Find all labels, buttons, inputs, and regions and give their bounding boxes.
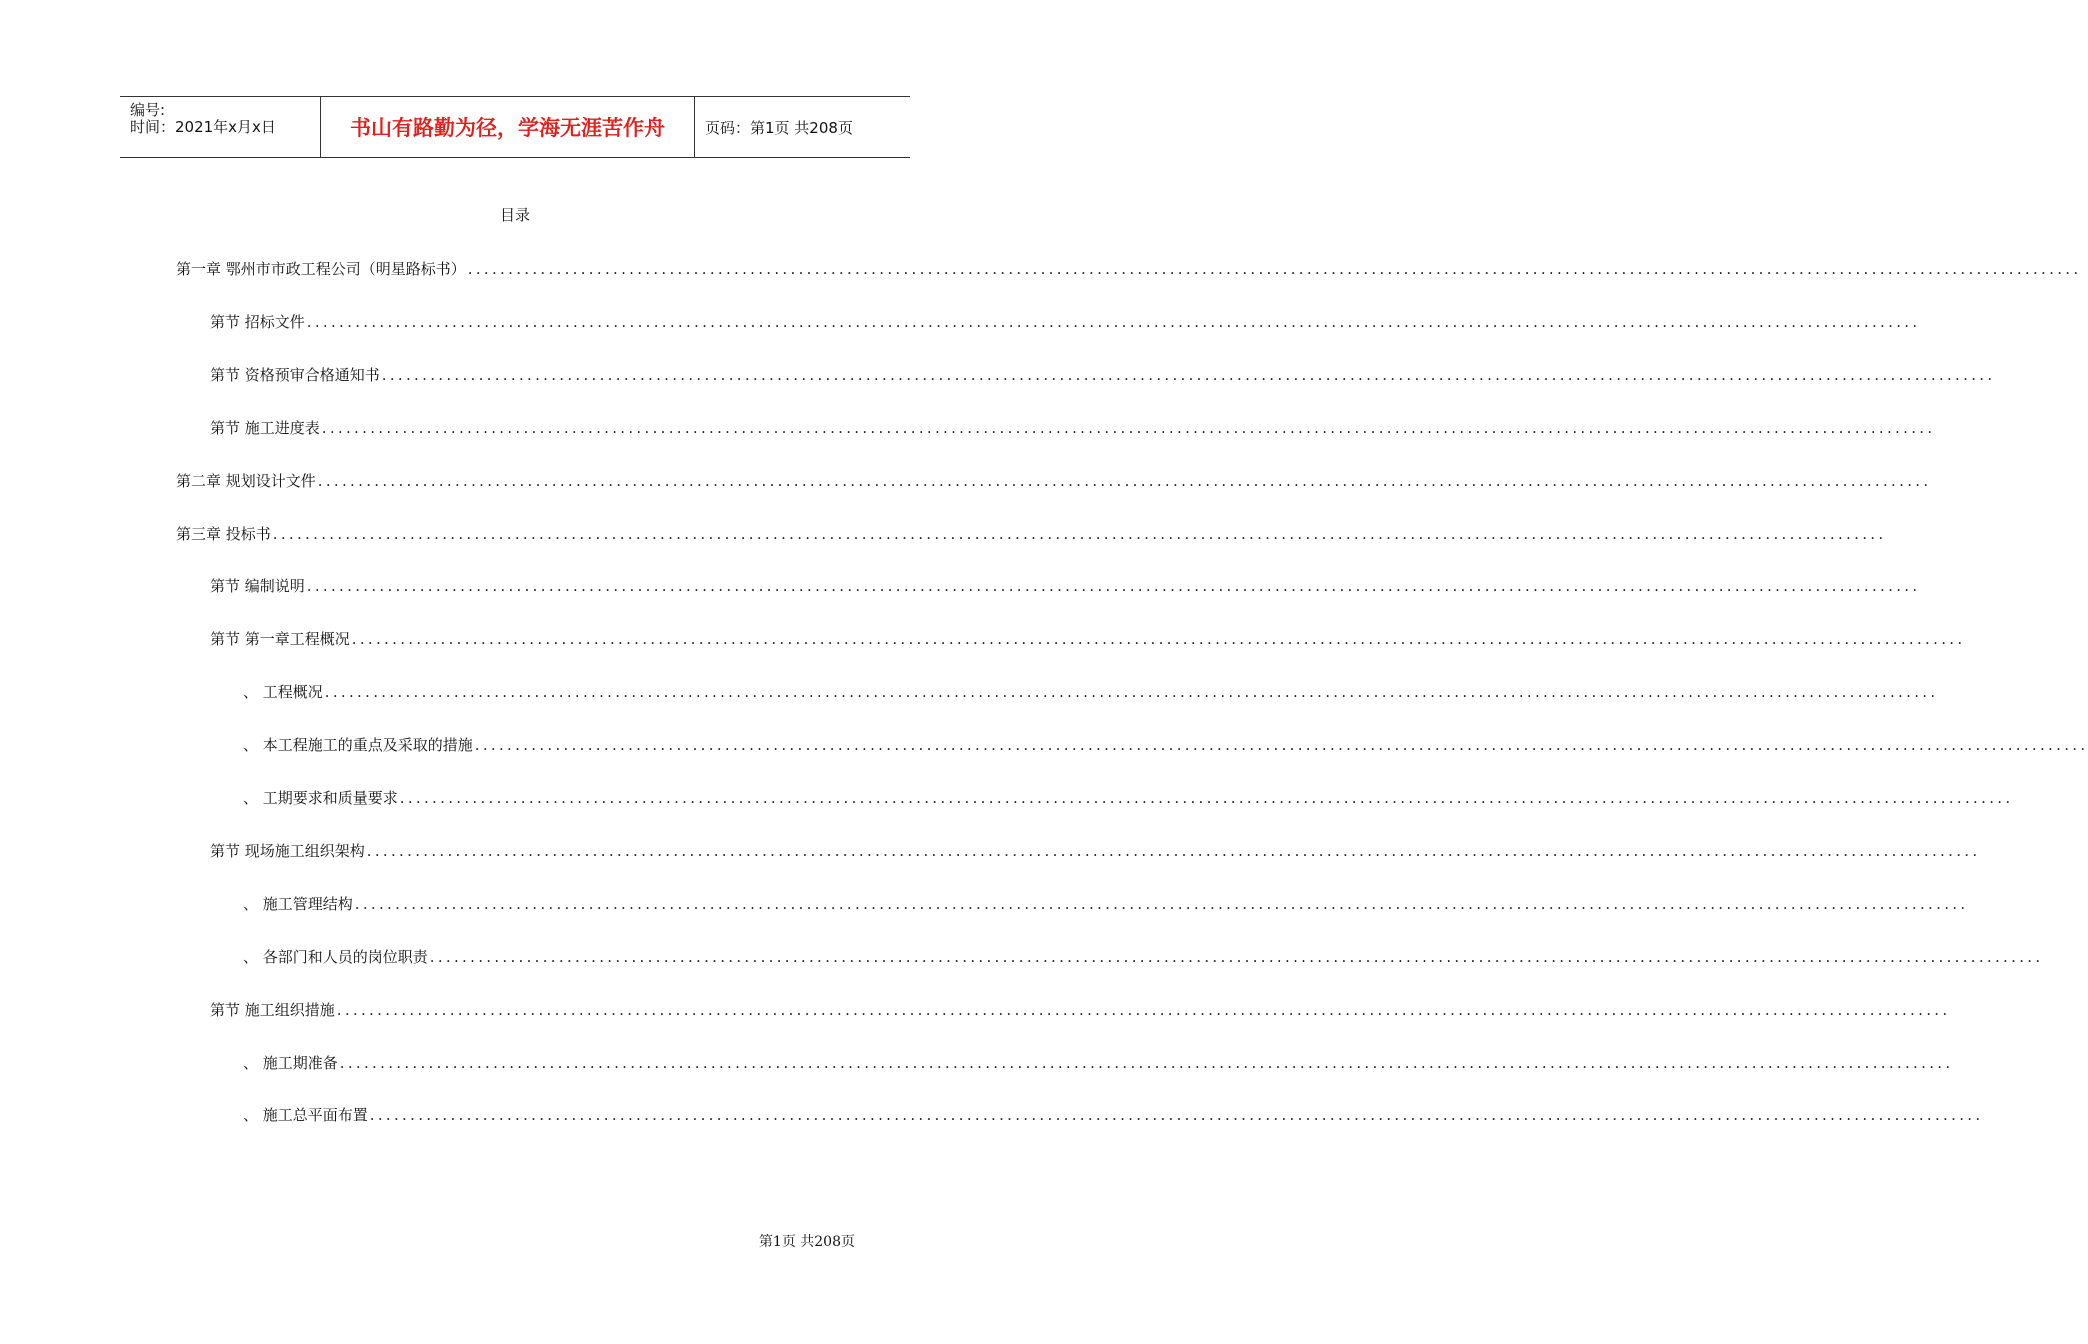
- toc-entry[interactable]: [243, 1052, 1954, 1074]
- toc-entry-text: 、 各部门和人员的岗位职责: [243, 947, 428, 966]
- toc-entry-text: 、 施工总平面布置: [243, 1106, 368, 1125]
- toc-entry[interactable]: [210, 999, 1951, 1021]
- toc-entry[interactable]: [176, 470, 1932, 492]
- toc-entry[interactable]: [210, 840, 1981, 862]
- toc-dot-leader: ........................................................................................................................................................................................................: [381, 365, 1996, 384]
- document-number-label: 编号:: [130, 101, 166, 119]
- toc-entry-text: 第节 招标文件: [210, 312, 305, 331]
- toc-entry[interactable]: [176, 258, 2082, 280]
- toc-dot-leader: ........................................................................................................................................................................................................: [321, 418, 1936, 437]
- toc-entry[interactable]: [243, 893, 1969, 915]
- toc-entry-text: 第节 施工组织措施: [210, 1000, 335, 1019]
- toc-title: 目录: [499, 206, 530, 224]
- toc-entry-text: 第三章 投标书: [176, 524, 271, 543]
- header-page-info: 页码：第1页 共208页: [705, 118, 853, 137]
- toc-entry-text: 第一章 鄂州市市政工程公司（明星路标书）: [176, 260, 466, 278]
- toc-entry-text: 、 施工期准备: [243, 1053, 338, 1072]
- toc-entry[interactable]: [243, 1104, 1984, 1126]
- toc-entry[interactable]: [210, 628, 1966, 650]
- document-time-label: 时间：2021年x月x日: [130, 118, 276, 136]
- toc-dot-leader: ........................................................................................................................................................................................................: [317, 471, 1932, 490]
- toc-dot-leader: ........................................................................................................................................................................................................: [306, 312, 1921, 331]
- toc-entry[interactable]: [210, 575, 1921, 597]
- toc-dot-leader: ........................................................................................................................................................................................................: [366, 841, 1981, 860]
- toc-entry-text: 第节 资格预审合格通知书: [210, 365, 380, 384]
- toc-dot-leader: ........................................................................................................................................................................................................: [399, 789, 2014, 807]
- toc-dot-leader: ........................................................................................................................................................................................................: [272, 524, 1887, 543]
- header-meta-cell: [120, 97, 321, 157]
- toc-entry[interactable]: [243, 681, 1939, 703]
- toc-dot-leader: ........................................................................................................................................................................................................: [467, 260, 2082, 278]
- toc-entry[interactable]: [210, 364, 1996, 386]
- toc-entry[interactable]: [243, 946, 2044, 968]
- toc-entry-text: 、 工程概况: [243, 683, 323, 702]
- toc-entry[interactable]: [176, 523, 1887, 545]
- toc-dot-leader: ........................................................................................................................................................................................................: [339, 1053, 1954, 1072]
- footer-page-info: 第1页 共208页: [758, 1234, 855, 1250]
- page-header: [120, 96, 910, 158]
- toc-entry-text: 、 工期要求和质量要求: [243, 789, 398, 807]
- toc-entry[interactable]: [243, 787, 2014, 809]
- toc-dot-leader: ........................................................................................................................................................................................................: [306, 577, 1921, 596]
- toc-entry[interactable]: [210, 311, 1921, 333]
- toc-entry[interactable]: [210, 417, 1936, 439]
- toc-entry-text: 第节 现场施工组织架构: [210, 841, 365, 860]
- toc-dot-leader: ........................................................................................................................................................................................................: [474, 736, 2088, 755]
- header-motto: 书山有路勤为径，学海无涯苦作舟: [321, 97, 695, 157]
- toc-dot-leader: ........................................................................................................................................................................................................: [354, 894, 1969, 913]
- toc-dot-leader: ........................................................................................................................................................................................................: [351, 630, 1966, 649]
- toc-entry[interactable]: [243, 734, 2088, 756]
- toc-dot-leader: ........................................................................................................................................................................................................: [324, 683, 1939, 702]
- toc-entry-text: 第节 施工进度表: [210, 418, 320, 437]
- toc-dot-leader: ........................................................................................................................................................................................................: [429, 947, 2044, 966]
- toc-entry-text: 、 施工管理结构: [243, 894, 353, 913]
- toc-entry-text: 第二章 规划设计文件: [176, 471, 316, 490]
- toc-entry-text: 、 本工程施工的重点及采取的措施: [243, 736, 473, 755]
- toc-entry-text: 第节 第一章工程概况: [210, 630, 350, 649]
- toc-entry-text: 第节 编制说明: [210, 577, 305, 596]
- toc-dot-leader: ........................................................................................................................................................................................................: [336, 1000, 1951, 1019]
- toc-dot-leader: ........................................................................................................................................................................................................: [369, 1106, 1984, 1125]
